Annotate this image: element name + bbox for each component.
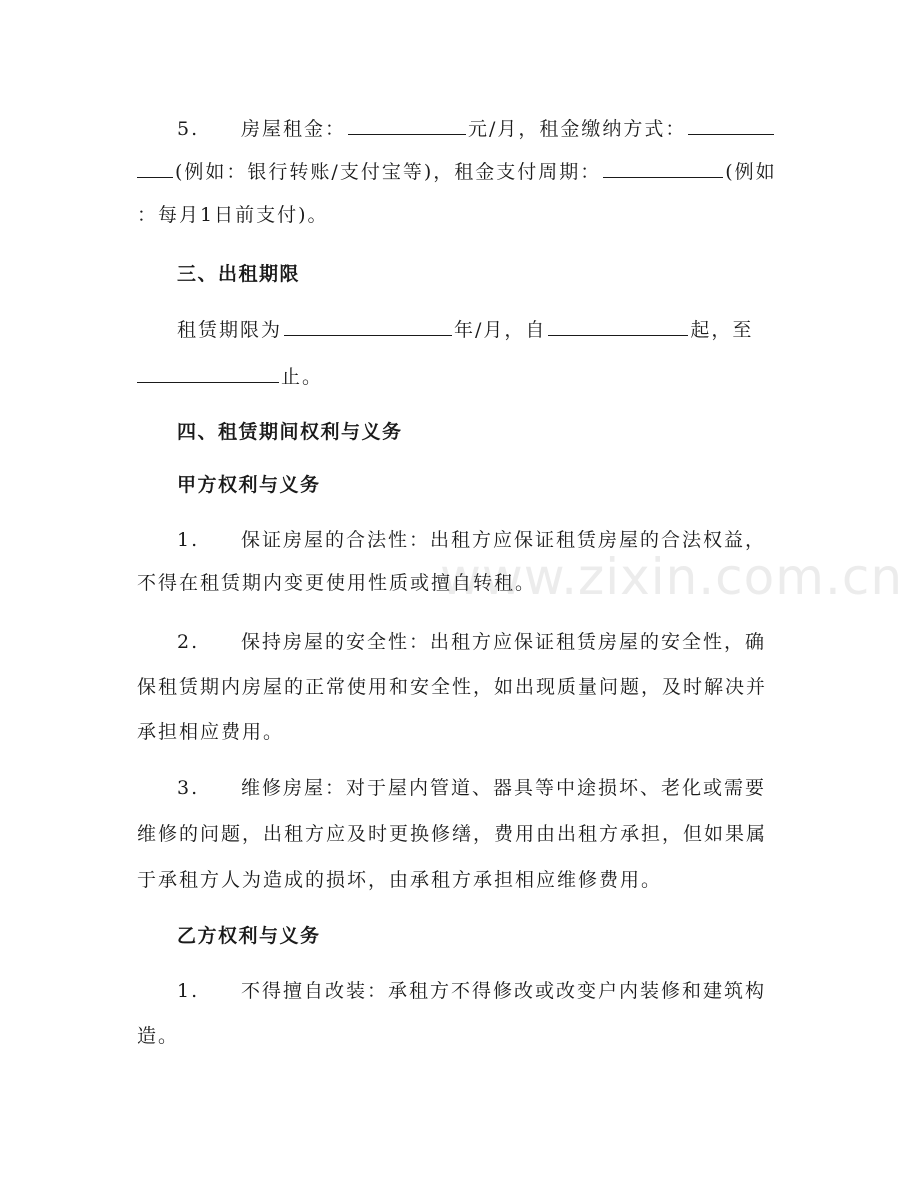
item-number: 3. (177, 777, 200, 799)
party-a-item-2-line-3: 承担相应费用。 (137, 721, 285, 743)
rent-line-3 (137, 199, 329, 231)
rent-line-1 (177, 112, 776, 144)
party-b-item-1-line-2: 造。 (137, 1025, 180, 1047)
term-to-text: 起，至 (690, 319, 754, 341)
cycle-example-cont: ：每月1日前支付)。 (137, 204, 329, 226)
payment-method-blank[interactable] (688, 112, 774, 135)
term-end-blank[interactable] (137, 360, 279, 383)
rent-label: 房屋租金： (241, 118, 347, 140)
watermark-text: www.zixin.com.cn (440, 548, 904, 606)
term-line-1 (177, 313, 753, 345)
section-heading-term: 三、出租期限 (177, 263, 301, 285)
term-unit-text: 年/月，自 (454, 319, 547, 341)
item-text: 不得擅自改装：承租方不得修改或改变户内装修和建筑构 (241, 980, 767, 1002)
term-line-2 (137, 360, 323, 392)
item-number: 1. (177, 529, 200, 551)
party-a-item-3-line-2: 维修的问题，出租方应及时更换修缮，费用由出租方承担，但如果属 (137, 823, 768, 845)
section-heading-rights: 四、租赁期间权利与义务 (177, 421, 403, 443)
payment-example-text: (例如：银行转账/支付宝等)，租金支付周期： (175, 161, 602, 183)
subheading-party-a: 甲方权利与义务 (177, 474, 321, 496)
term-label: 租赁期限为 (177, 319, 283, 341)
party-b-item-1-line-1 (177, 975, 766, 1007)
item-number: 5. (177, 118, 200, 140)
rent-amount-blank[interactable] (348, 112, 466, 135)
party-a-item-2-line-1 (177, 626, 766, 658)
item-text: 保持房屋的安全性：出租方应保证租赁房屋的安全性，确 (241, 631, 767, 653)
cycle-example-text: (例如 (725, 161, 777, 183)
party-a-item-1-line-2: 不得在租赁期内变更使用性质或擅自转租。 (137, 572, 537, 594)
party-a-item-3-line-3: 于承租方人为造成的损坏，由承租方承担相应维修费用。 (137, 869, 663, 891)
item-number: 2. (177, 631, 200, 653)
party-a-item-2-line-2: 保租赁期内房屋的正常使用和安全性，如出现质量问题，及时解决并 (137, 676, 768, 698)
term-length-blank[interactable] (284, 313, 452, 336)
rent-unit-text: 元/月，租金缴纳方式： (468, 118, 687, 140)
item-text: 保证房屋的合法性：出租方应保证租赁房屋的合法权益， (241, 529, 767, 551)
term-start-blank[interactable] (548, 313, 688, 336)
payment-method-blank-cont[interactable] (137, 155, 173, 178)
term-end-text: 止。 (281, 366, 324, 388)
party-a-item-3-line-1 (177, 772, 766, 804)
payment-cycle-blank[interactable] (603, 155, 723, 178)
party-a-item-1-line-1 (177, 524, 766, 556)
rent-line-2 (137, 155, 777, 187)
subheading-party-b: 乙方权利与义务 (177, 925, 321, 947)
item-text: 维修房屋：对于屋内管道、器具等中途损坏、老化或需要 (241, 777, 767, 799)
item-number: 1. (177, 980, 200, 1002)
